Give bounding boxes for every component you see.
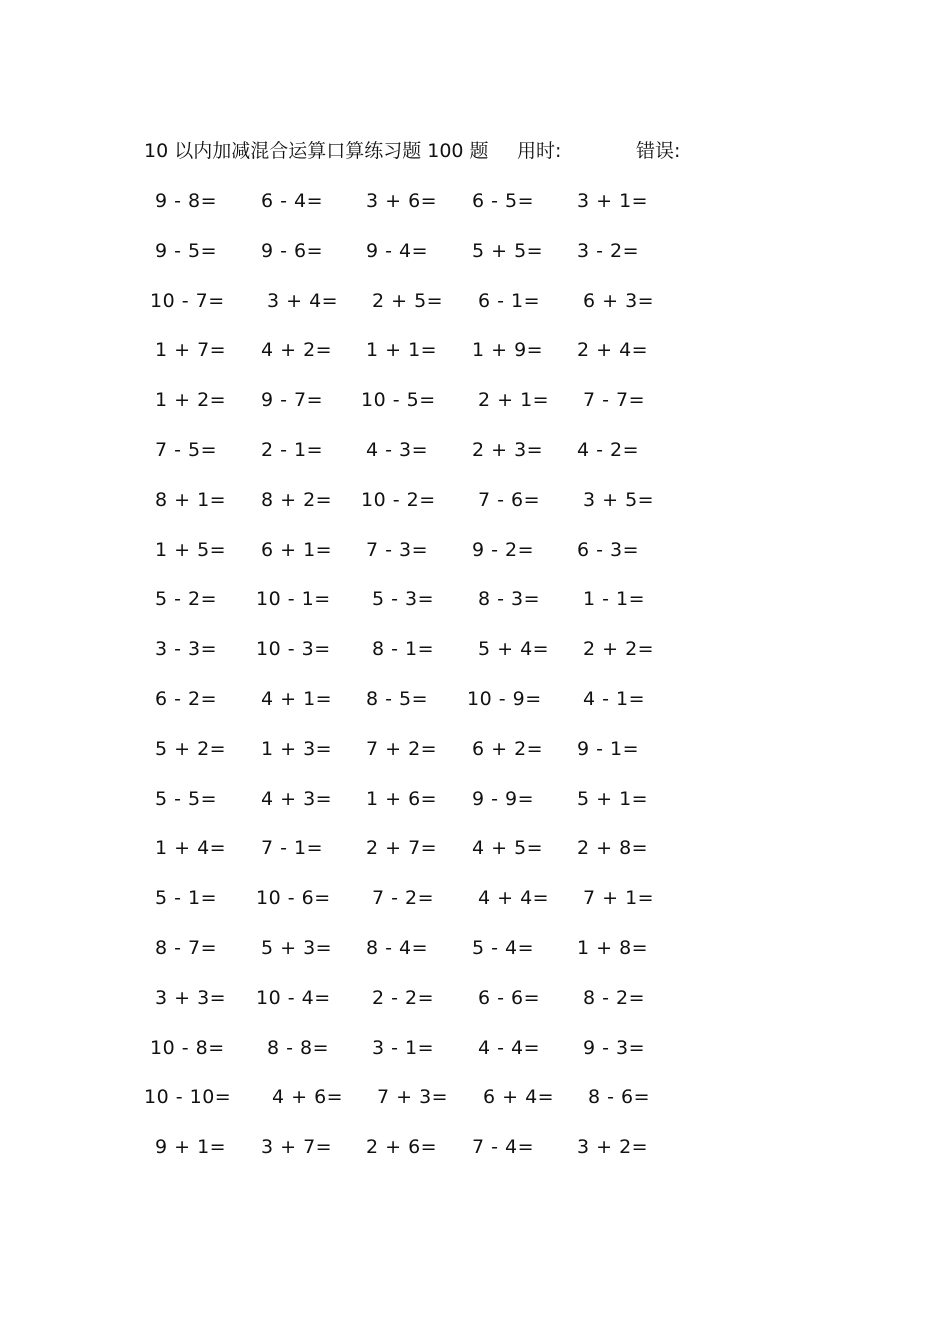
arithmetic-problem: 2 + 4=: [577, 339, 649, 362]
arithmetic-problem: 5 + 5=: [472, 239, 544, 262]
arithmetic-problem: 3 - 1=: [372, 1036, 435, 1059]
arithmetic-problem: 7 - 4=: [472, 1136, 535, 1159]
arithmetic-problem: 6 + 4=: [483, 1086, 555, 1109]
arithmetic-problem: 10 - 8=: [150, 1036, 225, 1059]
arithmetic-problem: 5 + 4=: [478, 638, 550, 661]
arithmetic-problem: 9 - 6=: [261, 239, 324, 262]
worksheet-title: 10 以内加减混合运算口算练习题 100 题: [144, 140, 489, 162]
arithmetic-problem: 6 - 2=: [155, 688, 218, 710]
arithmetic-problem: 10 - 3=: [256, 638, 331, 661]
errors-label: 错误:: [636, 140, 681, 162]
arithmetic-problem: 4 - 1=: [583, 688, 646, 710]
arithmetic-problem: 2 + 2=: [583, 638, 655, 661]
arithmetic-problem: 2 + 7=: [366, 837, 438, 860]
arithmetic-problem: 8 - 8=: [267, 1036, 330, 1059]
arithmetic-problem: 7 + 2=: [366, 737, 438, 760]
arithmetic-problem: 8 - 5=: [366, 688, 429, 710]
arithmetic-problem: 1 + 1=: [366, 339, 438, 362]
arithmetic-problem: 8 - 6=: [588, 1086, 651, 1109]
arithmetic-problem: 2 - 1=: [261, 439, 324, 461]
arithmetic-problem: 5 - 2=: [155, 588, 218, 611]
arithmetic-problem: 2 + 6=: [366, 1136, 438, 1159]
arithmetic-problem: 3 - 3=: [155, 638, 218, 661]
time-used-label: 用时:: [517, 140, 562, 162]
arithmetic-problem: 8 - 7=: [155, 937, 218, 959]
arithmetic-problem: 3 + 4=: [267, 289, 339, 312]
problem-row: [0, 286, 950, 316]
arithmetic-problem: 1 + 5=: [155, 538, 227, 561]
arithmetic-problem: 6 - 5=: [472, 190, 535, 212]
arithmetic-problem: 6 - 3=: [577, 538, 640, 561]
problem-row: [0, 883, 950, 913]
arithmetic-problem: 7 + 1=: [583, 887, 655, 910]
arithmetic-problem: 3 + 1=: [577, 190, 649, 212]
arithmetic-problem: 4 + 1=: [261, 688, 333, 710]
arithmetic-problem: 5 + 2=: [155, 737, 227, 760]
arithmetic-problem: 8 - 4=: [366, 937, 429, 959]
arithmetic-problem: 3 - 2=: [577, 239, 640, 262]
arithmetic-problem: 2 + 5=: [372, 289, 444, 312]
arithmetic-problem: 1 + 6=: [366, 787, 438, 810]
arithmetic-problem: 1 + 2=: [155, 389, 227, 412]
arithmetic-problem: 2 + 3=: [472, 439, 544, 461]
arithmetic-problem: 8 - 2=: [583, 986, 646, 1009]
arithmetic-problem: 1 + 7=: [155, 339, 227, 362]
arithmetic-problem: 9 - 1=: [577, 737, 640, 760]
problem-row: [0, 634, 950, 664]
arithmetic-problem: 6 - 1=: [478, 289, 541, 312]
arithmetic-problem: 6 + 2=: [472, 737, 544, 760]
arithmetic-problem: 7 - 3=: [366, 538, 429, 561]
arithmetic-problem: 1 + 3=: [261, 737, 333, 760]
problem-row: [0, 983, 950, 1013]
problem-row: [0, 584, 950, 614]
arithmetic-problem: 3 + 3=: [155, 986, 227, 1009]
arithmetic-problem: 10 - 1=: [256, 588, 331, 611]
arithmetic-problem: 4 + 4=: [478, 887, 550, 910]
arithmetic-problem: 9 - 8=: [155, 190, 218, 212]
arithmetic-problem: 4 + 5=: [472, 837, 544, 860]
problem-row: [0, 335, 950, 365]
arithmetic-problem: 10 - 2=: [361, 488, 436, 511]
arithmetic-problem: 5 - 1=: [155, 887, 218, 910]
arithmetic-problem: 7 - 6=: [478, 488, 541, 511]
arithmetic-problem: 10 - 9=: [467, 688, 542, 710]
arithmetic-problem: 7 - 7=: [583, 389, 646, 412]
problem-row: [0, 734, 950, 764]
problem-row: [0, 833, 950, 863]
arithmetic-problem: 4 - 4=: [478, 1036, 541, 1059]
problem-row: [0, 535, 950, 565]
problem-row: [0, 784, 950, 814]
problem-row: [0, 435, 950, 465]
arithmetic-problem: 10 - 4=: [256, 986, 331, 1009]
arithmetic-problem: 3 + 7=: [261, 1136, 333, 1159]
arithmetic-problem: 5 + 1=: [577, 787, 649, 810]
arithmetic-problem: 5 - 4=: [472, 937, 535, 959]
problem-row: [0, 684, 950, 714]
arithmetic-problem: 7 - 1=: [261, 837, 324, 860]
arithmetic-problem: 1 + 8=: [577, 937, 649, 959]
arithmetic-problem: 9 - 3=: [583, 1036, 646, 1059]
arithmetic-problem: 8 + 2=: [261, 488, 333, 511]
arithmetic-problem: 5 - 3=: [372, 588, 435, 611]
arithmetic-problem: 10 - 10=: [144, 1086, 232, 1109]
arithmetic-problem: 8 - 1=: [372, 638, 435, 661]
arithmetic-problem: 7 - 5=: [155, 439, 218, 461]
arithmetic-problem: 8 - 3=: [478, 588, 541, 611]
arithmetic-problem: 4 + 3=: [261, 787, 333, 810]
arithmetic-problem: 9 + 1=: [155, 1136, 227, 1159]
arithmetic-problem: 3 + 5=: [583, 488, 655, 511]
arithmetic-problem: 7 + 3=: [377, 1086, 449, 1109]
arithmetic-problem: 1 + 4=: [155, 837, 227, 860]
problem-row: [0, 933, 950, 963]
arithmetic-problem: 5 + 3=: [261, 937, 333, 959]
arithmetic-problem: 10 - 6=: [256, 887, 331, 910]
problem-row: [0, 1132, 950, 1162]
arithmetic-problem: 8 + 1=: [155, 488, 227, 511]
arithmetic-problem: 7 - 2=: [372, 887, 435, 910]
problem-row: [0, 186, 950, 216]
arithmetic-problem: 4 + 6=: [272, 1086, 344, 1109]
problem-row: [0, 1033, 950, 1063]
arithmetic-problem: 9 - 9=: [472, 787, 535, 810]
arithmetic-problem: 6 - 4=: [261, 190, 324, 212]
arithmetic-problem: 3 + 2=: [577, 1136, 649, 1159]
arithmetic-problem: 1 + 9=: [472, 339, 544, 362]
arithmetic-problem: 5 - 5=: [155, 787, 218, 810]
arithmetic-problem: 2 + 1=: [478, 389, 550, 412]
arithmetic-problem: 2 + 8=: [577, 837, 649, 860]
arithmetic-problem: 4 - 2=: [577, 439, 640, 461]
arithmetic-problem: 2 - 2=: [372, 986, 435, 1009]
problem-row: [0, 236, 950, 266]
arithmetic-problem: 9 - 7=: [261, 389, 324, 412]
arithmetic-problem: 10 - 7=: [150, 289, 225, 312]
arithmetic-problem: 3 + 6=: [366, 190, 438, 212]
arithmetic-problem: 4 - 3=: [366, 439, 429, 461]
arithmetic-problem: 10 - 5=: [361, 389, 436, 412]
arithmetic-problem: 6 + 3=: [583, 289, 655, 312]
arithmetic-problem: 1 - 1=: [583, 588, 646, 611]
arithmetic-problem: 6 - 6=: [478, 986, 541, 1009]
arithmetic-problem: 9 - 2=: [472, 538, 535, 561]
arithmetic-problem: 6 + 1=: [261, 538, 333, 561]
arithmetic-problem: 9 - 5=: [155, 239, 218, 262]
problem-row: [0, 385, 950, 415]
arithmetic-problem: 4 + 2=: [261, 339, 333, 362]
arithmetic-problem: 9 - 4=: [366, 239, 429, 262]
problem-row: [0, 1082, 950, 1112]
problem-row: [0, 485, 950, 515]
